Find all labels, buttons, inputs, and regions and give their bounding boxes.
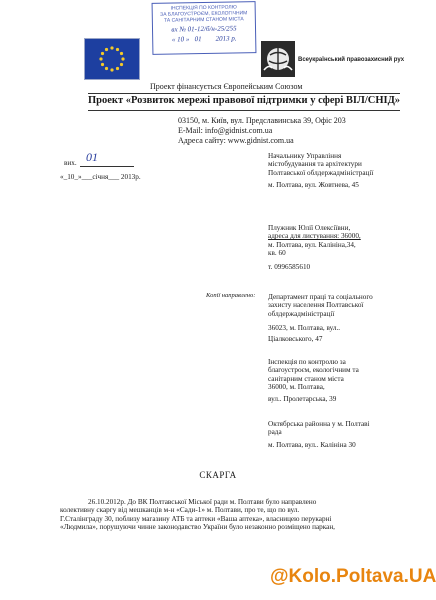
sender-line: кв. 60	[268, 248, 286, 257]
project-title: Проект «Розвиток мережі правової підтримки у сфері ВІЛ/СНІД»	[88, 95, 401, 106]
addressee-block	[268, 152, 373, 189]
copy-recipient	[268, 293, 373, 343]
stamp-line: ТА САНІТАРНИМ СТАНОМ МІСТА	[163, 16, 244, 24]
body-text	[60, 498, 400, 531]
stamp-line: ІНСПЕКЦІЯ ПО КОНТРОЛЮ	[170, 4, 237, 12]
site-watermark	[262, 562, 436, 600]
header-divider	[88, 93, 400, 94]
eu-stars-icon	[85, 39, 139, 79]
stamp-line: ЗА БЛАГОУСТРОЄМ, ЕКОЛОГІЧНИМ	[160, 10, 248, 18]
globe-hands-icon	[260, 40, 296, 78]
partner-logo	[260, 40, 405, 80]
outgoing-date: «_10_»___січня___ 2013р.	[60, 173, 141, 181]
body-line: 26.10.2012р. До ВК Полтавської Міської ради м. Полтави було направлено	[88, 498, 317, 506]
body-line: Г.Сталінграду 30, поблизу магазину АТБ та аптеки «Ваша аптека», власницею перукарні	[60, 514, 332, 523]
header-divider	[88, 110, 400, 111]
watermark-text: @Kolo.Poltava.UA	[270, 566, 436, 587]
stamp-date: « 10 » 01 2013 р.	[171, 34, 237, 44]
sender-line: м. Полтава, вул. Калініна,34,	[268, 240, 356, 249]
addressee-line: м. Полтава, вул. Жовтнева, 45	[268, 180, 359, 189]
copy-line: 36023, м. Полтава, вул..	[268, 323, 341, 332]
copies-label: Копії направлено:	[206, 292, 256, 299]
sender-phone: т. 0996585610	[268, 263, 311, 272]
address-text: 03150, м. Київ, вул. Предславинська 39, Офіс 203	[178, 116, 346, 125]
website-text: Адреса сайту: www.gidnist.com.ua	[178, 136, 294, 145]
copy-line: санітарним станом міста	[268, 374, 344, 383]
copy-line: Ціалковського, 47	[268, 335, 323, 344]
sender-line: адреса для листування: 36000,	[268, 232, 361, 241]
outgoing-number-underline	[80, 166, 134, 167]
email-text: E-Mail: info@gidnist.com.ua	[178, 126, 273, 135]
document-title: СКАРГА	[199, 470, 237, 480]
copy-line: благоустроєм, екологічним та	[268, 366, 359, 375]
copy-recipient	[268, 420, 370, 449]
stamp-number: вх № 01-12/б/н-25/255	[171, 24, 237, 34]
addressee-line: Полтавської облдержадміністрації	[268, 168, 374, 177]
copy-line: Октябрська районна у м. Полтаві	[268, 420, 370, 428]
copy-line: Департамент праці та соціального	[268, 293, 373, 301]
outgoing-number-label: вих.	[64, 159, 77, 167]
copy-line: Інспекція по контролю за	[268, 358, 346, 366]
copy-line: захисту населення Полтавської	[268, 301, 364, 310]
incoming-stamp	[152, 1, 257, 55]
outgoing-number-value: 01	[86, 150, 98, 164]
copy-line: облдержадміністрації	[268, 309, 335, 318]
addressee-line: містобудування та архітектури	[268, 160, 362, 169]
eu-flag-logo	[84, 38, 140, 80]
funded-by-text: Проект фінансується Європейським Союзом	[150, 82, 303, 91]
partner-logo-text: Всеукраїнський правозахисний рух	[298, 57, 405, 63]
body-line: колективну скаргу від мешканців м-н «Сади-1» м. Полтави, про те, що по вул.	[60, 506, 300, 515]
copy-line: вул.. Пролетарська, 39	[268, 395, 337, 404]
copy-line: м. Полтава, вул.. Калініна 30	[268, 440, 356, 449]
body-line: «Людмила», порушуючи чинне законодавство України було незаконно розміщено паркан,	[60, 522, 335, 531]
copy-line: рада	[268, 428, 282, 437]
sender-line: Плужник Юлії Олексіївни,	[268, 224, 351, 232]
copy-recipient	[268, 358, 359, 403]
copy-line: 36000, м. Полтава,	[268, 382, 325, 391]
sender-block	[268, 224, 361, 271]
addressee-line: Начальнику Управління	[268, 152, 342, 160]
